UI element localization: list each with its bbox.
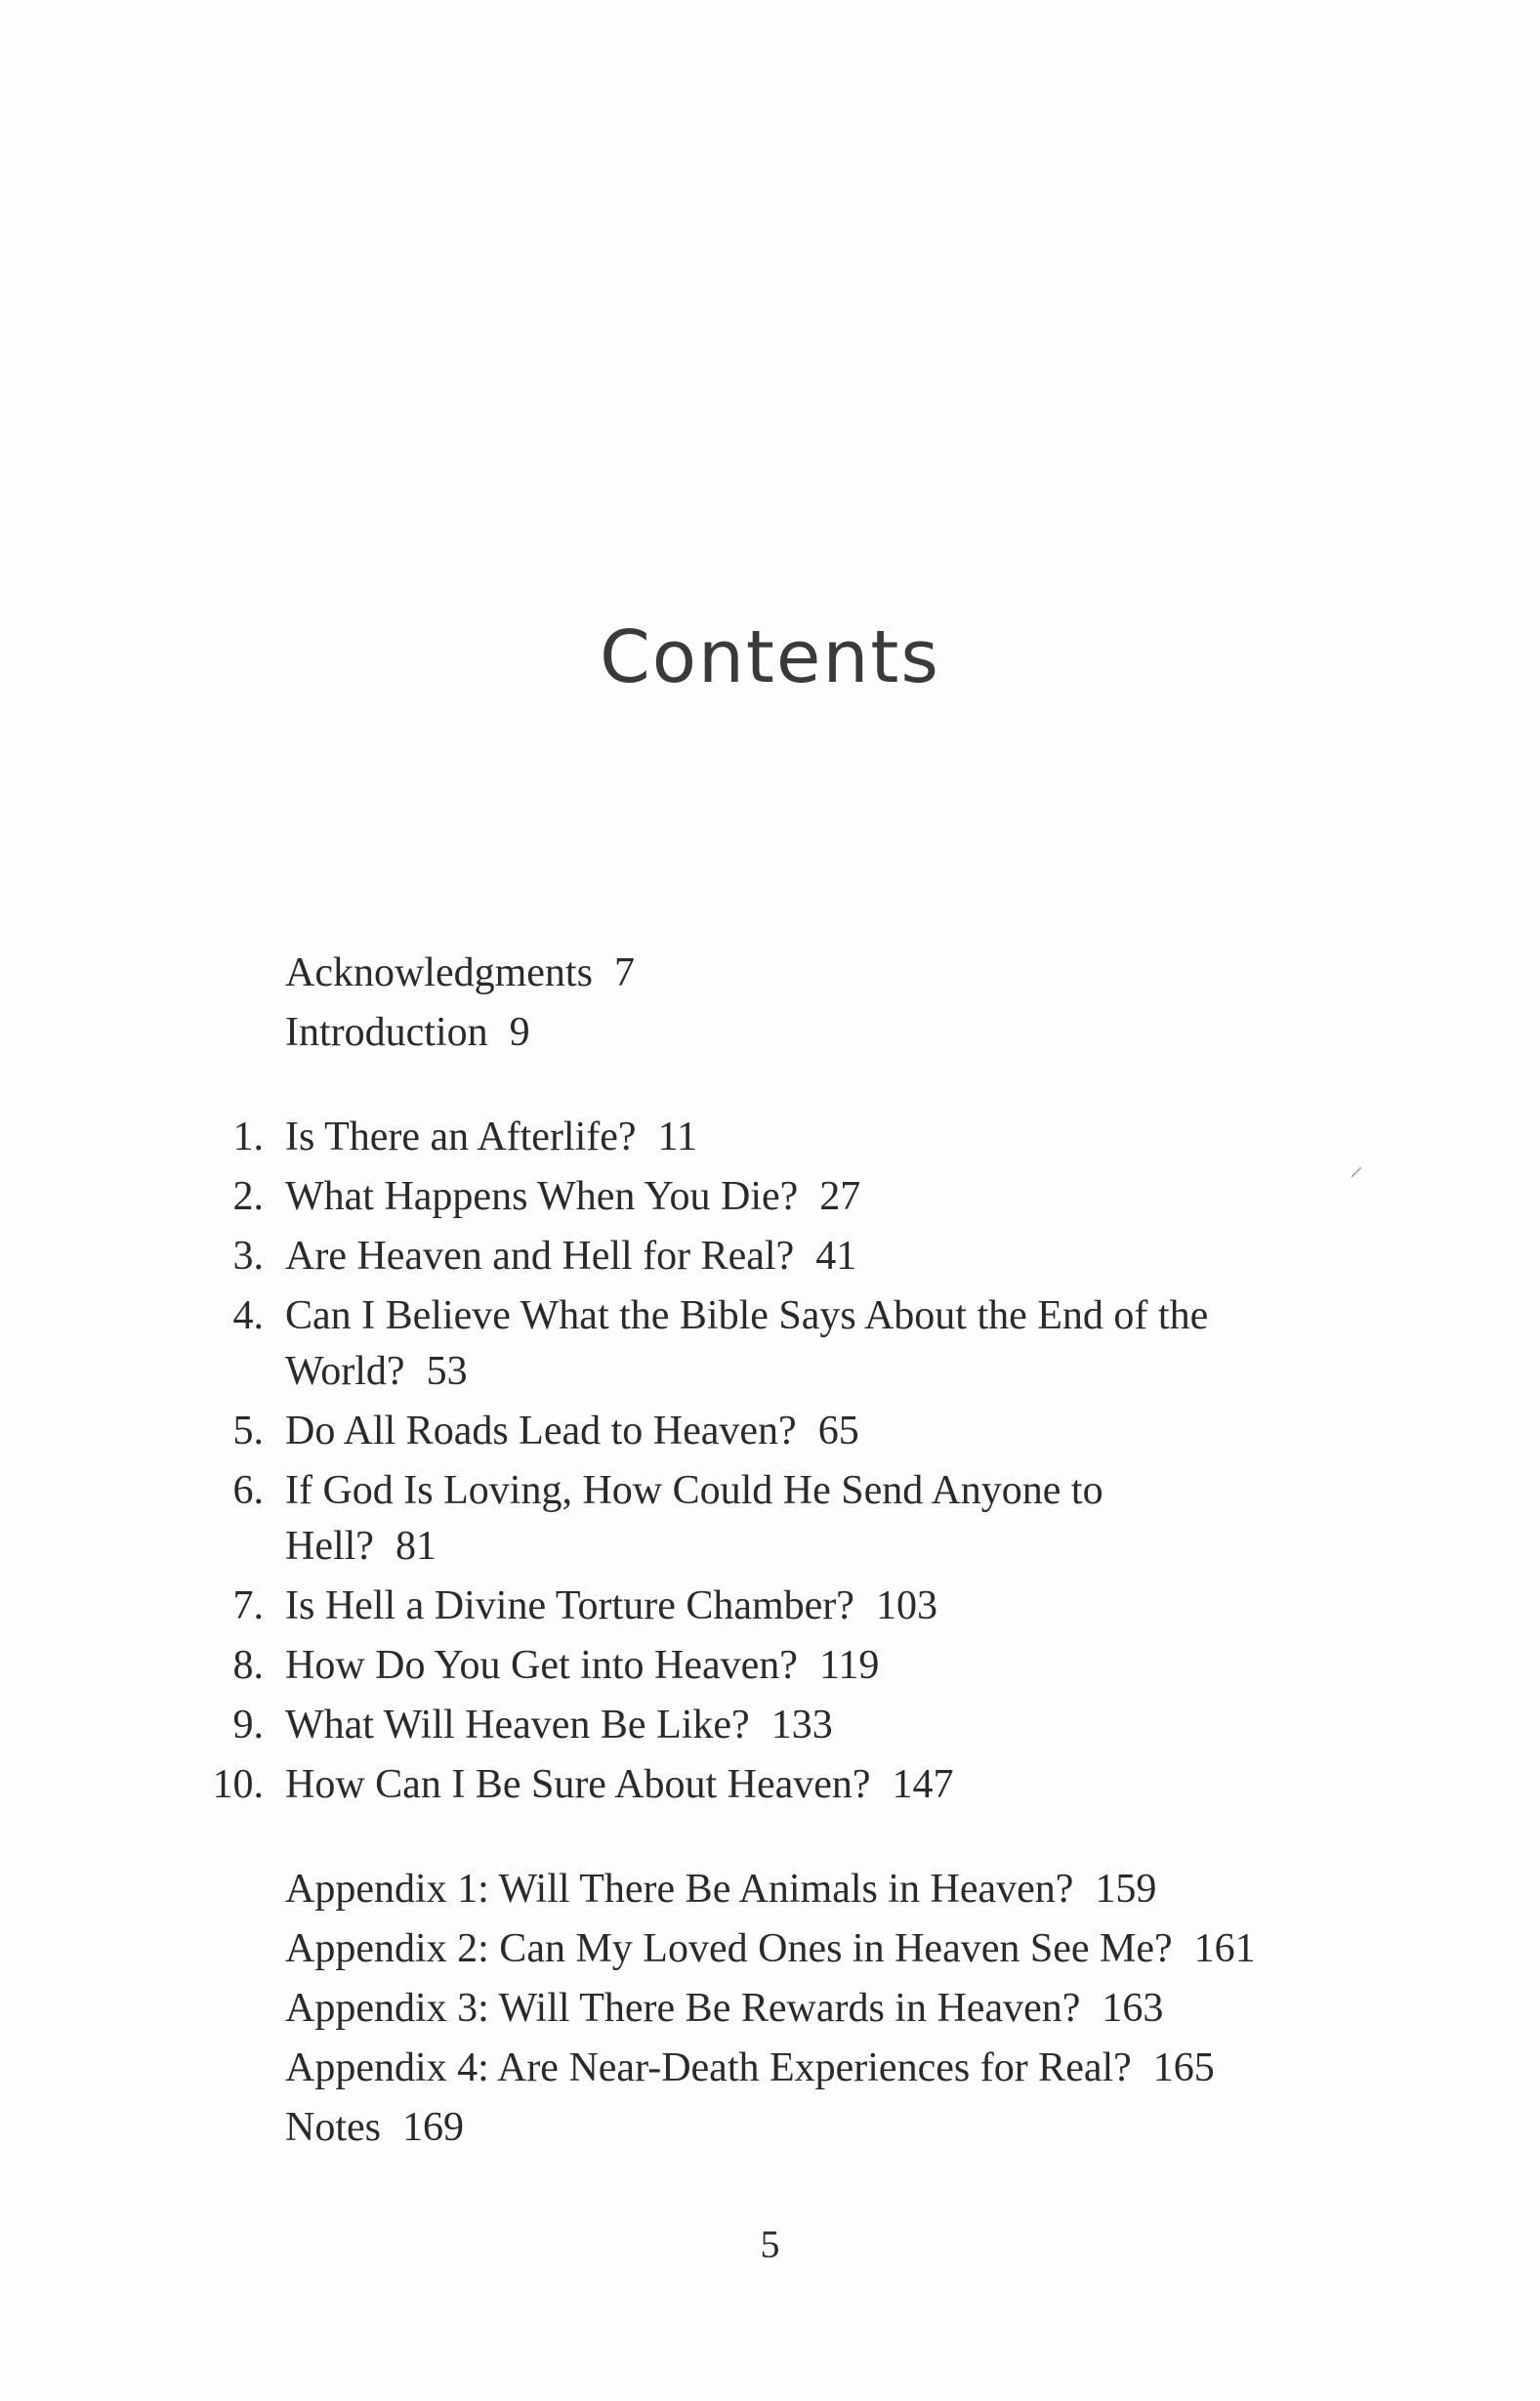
chapter-title: If God Is Loving, How Could He Send Anyone to — [285, 1468, 1103, 1513]
toc-entry-page: 163 — [1102, 1986, 1164, 2031]
chapter-page: 65 — [817, 1409, 859, 1453]
scan-mark: ⸝ — [1350, 1150, 1364, 1182]
chapter-number: 8. — [232, 1643, 264, 1688]
chapter-title: Do All Roads Lead to Heaven? — [285, 1409, 797, 1453]
page-title: Contents — [600, 615, 940, 699]
chapter-number: 10. — [212, 1762, 264, 1807]
chapter-title: Are Heaven and Hell for Real? — [285, 1234, 795, 1279]
chapter-title: What Happens When You Die? — [285, 1174, 799, 1219]
chapter-title: How Can I Be Sure About Heaven? — [285, 1762, 871, 1807]
chapter-number: 7. — [232, 1583, 264, 1628]
chapter-title-continued: Hell? — [285, 1524, 374, 1569]
toc-entry-label: Appendix 3: Will There Be Rewards in Heaven? — [285, 1986, 1081, 2031]
toc-entry-page: 169 — [402, 2105, 464, 2150]
chapter-page: 81 — [395, 1524, 437, 1569]
chapter-page: 41 — [815, 1234, 857, 1279]
chapter-page: 119 — [818, 1643, 880, 1688]
chapter-page: 53 — [426, 1349, 468, 1394]
chapter-page: 133 — [770, 1703, 833, 1748]
page-number: 5 — [760, 2222, 780, 2266]
toc-entry-page: 161 — [1193, 1926, 1256, 1971]
chapter-number: 6. — [232, 1468, 264, 1513]
chapter-number: 1. — [232, 1115, 264, 1159]
toc-entry-page: 7 — [613, 950, 635, 995]
chapter-title: What Will Heaven Be Like? — [285, 1703, 750, 1748]
chapter-title: How Do You Get into Heaven? — [285, 1643, 798, 1688]
chapter-number: 4. — [232, 1293, 264, 1338]
chapter-title: Is There an Afterlife? — [285, 1115, 637, 1159]
chapter-page: 147 — [892, 1762, 954, 1807]
toc-entry-label: Appendix 1: Will There Be Animals in Heaven? — [285, 1867, 1074, 1912]
toc-entry-label: Acknowledgments — [285, 950, 593, 995]
chapter-page: 11 — [657, 1115, 697, 1159]
toc-entry-page: 9 — [509, 1010, 530, 1055]
toc-entry-label: Notes — [285, 2105, 381, 2150]
toc-entry-page: 165 — [1152, 2045, 1215, 2090]
toc-entry-label: Appendix 2: Can My Loved Ones in Heaven See Me? — [285, 1926, 1173, 1971]
chapter-title: Is Hell a Divine Torture Chamber? — [285, 1583, 854, 1628]
chapter-number: 9. — [232, 1703, 264, 1748]
chapter-number: 3. — [232, 1234, 264, 1279]
chapter-page: 27 — [819, 1174, 861, 1219]
chapter-title: Can I Believe What the Bible Says About the End of the — [285, 1293, 1209, 1338]
toc-entry-page: 159 — [1095, 1867, 1157, 1912]
chapter-number: 5. — [232, 1409, 264, 1453]
toc-entry-label: Appendix 4: Are Near-Death Experiences for Real? — [285, 2045, 1132, 2090]
toc-entry-label: Introduction — [285, 1010, 488, 1055]
chapter-title-continued: World? — [285, 1349, 405, 1394]
chapter-number: 2. — [232, 1174, 264, 1219]
chapter-page: 103 — [875, 1583, 937, 1628]
